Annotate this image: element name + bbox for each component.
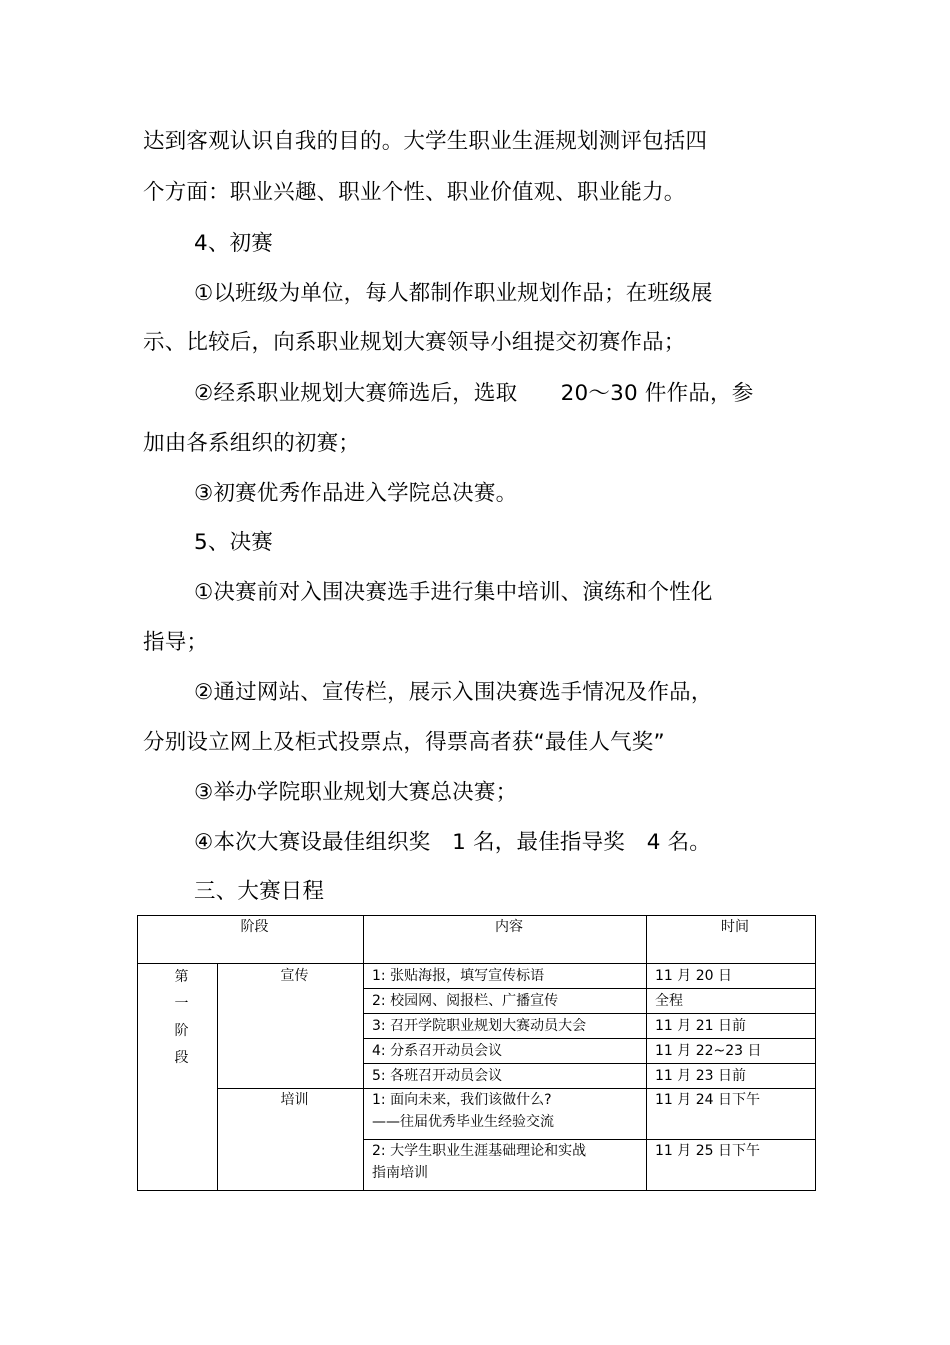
content-cell	[364, 1140, 647, 1191]
group-cell-training: 培训	[218, 1089, 364, 1191]
content-cell: 5: 各班召开动员会议	[364, 1064, 647, 1089]
content-line: 1: 面向未来，我们该做什么?	[372, 1092, 552, 1108]
paragraph-line: 加由各系组织的初赛；	[143, 431, 361, 456]
paragraph-line: ①以班级为单位，每人都制作职业规划作品；在班级展	[194, 281, 713, 306]
paragraph-line: ④本次大赛设最佳组织奖 1 名，最佳指导奖 4 名。	[194, 830, 712, 855]
content-cell	[364, 1089, 647, 1140]
section-heading: 5、决赛	[194, 530, 273, 555]
paragraph-line: ②通过网站、宣传栏，展示入围决赛选手情况及作品，	[194, 680, 713, 705]
content-cell: 4: 分系召开动员会议	[364, 1039, 647, 1064]
paragraph-line: ①决赛前对入围决赛选手进行集中培训、演练和个性化	[194, 580, 713, 605]
paragraph-line: ②经系职业规划大赛筛选后，选取 20～30 件作品，参	[194, 381, 754, 406]
paragraph-line: 指导；	[143, 630, 209, 655]
paragraph-line: 个方面：职业兴趣、职业个性、职业价值观、职业能力。	[143, 180, 686, 205]
time-cell: 11 月 24 日下午	[647, 1089, 816, 1140]
content-cell: 1: 张贴海报，填写宣传标语	[364, 964, 647, 989]
header-stage: 阶段	[138, 916, 364, 964]
paragraph-line: ③初赛优秀作品进入学院总决赛。	[194, 481, 518, 506]
content-line: ——往届优秀毕业生经验交流	[372, 1114, 554, 1130]
phase-label: 第 一 阶 段	[174, 969, 189, 1066]
time-cell: 全程	[647, 989, 816, 1014]
table-row	[138, 964, 816, 989]
section-heading: 三、大赛日程	[194, 879, 325, 904]
paragraph-line: 分别设立网上及柜式投票点，得票高者获“最佳人气奖”	[143, 730, 665, 755]
table-row	[138, 1089, 816, 1140]
content-line: 2: 大学生职业生涯基础理论和实战	[372, 1143, 587, 1159]
paragraph-line: ③举办学院职业规划大赛总决赛；	[194, 780, 518, 805]
header-content: 内容	[364, 916, 647, 964]
time-cell: 11 月 22~23 日	[647, 1039, 816, 1064]
time-cell: 11 月 20 日	[647, 964, 816, 989]
content-cell: 3: 召开学院职业规划大赛动员大会	[364, 1014, 647, 1039]
time-cell: 11 月 25 日下午	[647, 1140, 816, 1191]
time-cell: 11 月 23 日前	[647, 1064, 816, 1089]
paragraph-line: 示、比较后，向系职业规划大赛领导小组提交初赛作品；	[143, 330, 686, 355]
content-cell: 2: 校园网、阅报栏、广播宣传	[364, 989, 647, 1014]
time-cell: 11 月 21 日前	[647, 1014, 816, 1039]
header-time: 时间	[647, 916, 816, 964]
phase-cell	[138, 964, 218, 1191]
group-cell-publicity: 宣传	[218, 964, 364, 1089]
table-header-row	[138, 916, 816, 964]
content-line: 指南培训	[372, 1165, 428, 1181]
section-heading: 4、初赛	[194, 231, 273, 256]
schedule-table	[137, 915, 816, 1191]
paragraph-line: 达到客观认识自我的目的。大学生职业生涯规划测评包括四	[143, 129, 708, 154]
